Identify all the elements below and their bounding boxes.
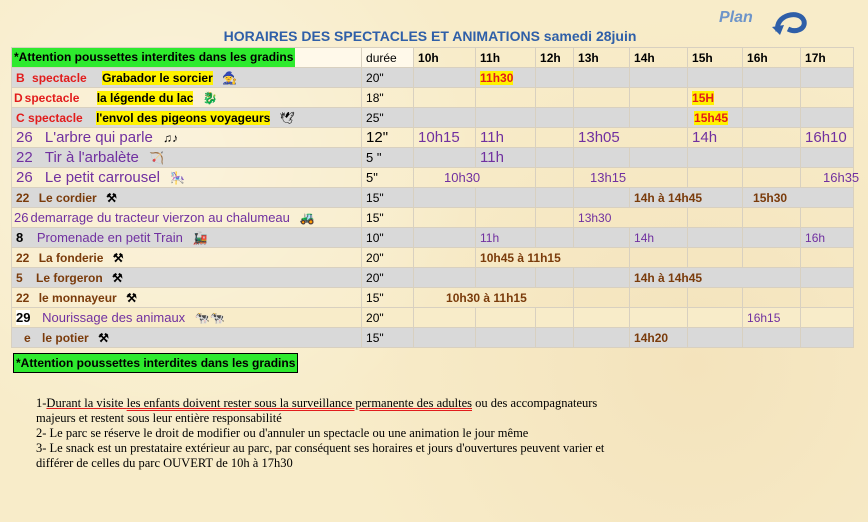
train-icon: 🚂 <box>192 231 208 245</box>
show-name: Nourissage des animaux <box>42 310 186 325</box>
location-number: 22 <box>16 190 30 205</box>
show-name: Grabador le sorcier <box>102 70 213 85</box>
show-time: 10h30 à 11h15 <box>414 288 574 308</box>
duration: 25" <box>362 108 414 128</box>
note-1 <box>36 396 796 426</box>
show-time: 14h20 <box>630 328 688 348</box>
location-number: 26 <box>14 210 29 225</box>
show-name: le potier <box>42 330 89 345</box>
location-number: 8 <box>16 230 24 245</box>
table-row <box>12 268 854 288</box>
note-text: ou des accompagnateurs <box>472 396 598 410</box>
row-type: spectacle <box>24 90 80 105</box>
crossbow-icon: 🏹 <box>149 151 164 165</box>
show-name: Le forgeron <box>36 270 103 285</box>
show-time: 11h <box>476 128 536 148</box>
location-number: 26 <box>16 129 33 146</box>
dragon-icon: 🐉 <box>202 90 218 105</box>
table-row <box>12 168 854 188</box>
worker-icon: ⚒ <box>112 270 123 285</box>
show-time: 16h15 <box>743 308 801 328</box>
table-row <box>12 228 854 248</box>
show-time: 14h <box>630 228 688 248</box>
worker-icon: ⚒ <box>106 190 117 205</box>
show-time: 10h45 à 11h15 <box>476 248 630 268</box>
show-time: 15h45 <box>694 110 729 125</box>
show-time: 11h <box>476 228 536 248</box>
stroller-warning-footer: *Attention poussettes interdites dans les gradins <box>13 353 298 373</box>
row-type: spectacle <box>32 70 87 85</box>
music-icon: ♫♪ <box>162 131 178 145</box>
show-time: 11h <box>476 148 536 168</box>
show-time: 16h <box>801 228 854 248</box>
bird-icon: 🕊 <box>279 110 295 125</box>
duration: 5" <box>362 168 414 188</box>
table-row <box>12 68 854 88</box>
plan-link[interactable]: Plan <box>719 9 753 26</box>
table-row <box>12 248 854 268</box>
animals-icon: 🐄🐄 <box>194 311 225 325</box>
location-number: 22 <box>16 250 30 265</box>
show-time: 14h <box>688 128 743 148</box>
duration: 18" <box>362 88 414 108</box>
location-number: 26 <box>16 169 33 186</box>
table-row <box>12 148 854 168</box>
location-number: e <box>24 330 31 345</box>
worker-icon: ⚒ <box>126 290 137 305</box>
location-number: 29 <box>16 310 31 325</box>
duration: 15" <box>362 328 414 348</box>
show-time: 15h30 <box>743 188 854 208</box>
show-time: 10h30 <box>414 168 536 188</box>
show-name: Le petit carrousel <box>44 169 160 186</box>
show-time: 14h à 14h45 <box>630 188 743 208</box>
table-row <box>12 188 854 208</box>
worker-icon: ⚒ <box>112 250 124 265</box>
show-name: Le cordier <box>38 190 97 205</box>
duration: 12" <box>362 128 414 148</box>
show-time: 13h05 <box>574 128 688 148</box>
show-name: Promenade en petit Train <box>36 230 183 245</box>
row-letter: C <box>16 110 25 125</box>
hour-header: 14h <box>630 48 688 68</box>
show-time: 11h30 <box>480 70 514 85</box>
show-time: 15H <box>692 90 715 105</box>
note-text: Durant la visite <box>46 396 127 410</box>
hour-header: 11h <box>476 48 536 68</box>
table-row <box>12 88 854 108</box>
table-row <box>12 108 854 128</box>
duration: 5 " <box>362 148 414 168</box>
show-name: la légende du lac <box>96 90 194 105</box>
page-title: HORAIRES DES SPECTACLES ET ANIMATIONS samedi 28juin <box>223 28 637 44</box>
location-number: 22 <box>16 290 30 305</box>
u-turn-arrow-icon[interactable] <box>770 5 810 39</box>
note-text: différer de celles du parc OUVERT de 10h à 17h30 <box>36 456 293 470</box>
duration: 20" <box>362 248 414 268</box>
schedule-table <box>11 47 860 348</box>
stroller-warning: *Attention poussettes interdites dans les gradins <box>12 48 295 67</box>
note-2: 2- Le parc se réserve le droit de modifier ou d'annuler un spectacle ou une animation le jour même <box>36 426 529 440</box>
table-header-row <box>12 48 854 68</box>
carousel-icon: 🎠 <box>170 171 186 185</box>
hour-header: 16h <box>743 48 801 68</box>
show-name: demarrage du tracteur vierzon au chalumeau <box>30 210 290 225</box>
note-text: 3- Le snack est un prestataire extérieur au parc, par conséquent ses horaires et jours d'ouvertures peuvent varier et <box>36 441 605 455</box>
worker-icon: ⚒ <box>98 330 109 345</box>
hour-header: 12h <box>536 48 574 68</box>
duration: 15" <box>362 208 414 228</box>
show-name: La fonderie <box>38 250 104 265</box>
note-text: les enfants doivent rester sous la surveillance permanente des adultes <box>126 396 472 410</box>
hour-header: 15h <box>688 48 743 68</box>
show-time: 13h15 <box>574 168 688 188</box>
show-name: l'envol des pigeons voyageurs <box>96 110 271 125</box>
show-time: 10h15 <box>414 128 476 148</box>
duration: 15" <box>362 188 414 208</box>
table-row <box>12 288 854 308</box>
duration: 15" <box>362 288 414 308</box>
show-time: 16h35 <box>801 168 854 188</box>
show-time: 14h à 14h45 <box>630 268 801 288</box>
hour-header: 17h <box>801 48 854 68</box>
table-row <box>12 208 854 228</box>
show-name: le monnayeur <box>38 290 117 305</box>
note-number: 1- <box>36 396 47 410</box>
row-letter: D <box>14 90 23 105</box>
location-number: 22 <box>16 149 33 166</box>
show-name: L'arbre qui parle <box>44 129 153 146</box>
location-number: 5 <box>16 270 23 285</box>
duration: 20" <box>362 68 414 88</box>
witch-icon: 🧙 <box>222 70 238 85</box>
show-name: Tir à l'arbalète <box>44 149 139 166</box>
row-type: spectacle <box>28 110 83 125</box>
duration: 20" <box>362 268 414 288</box>
duree-header: durée <box>362 48 414 68</box>
hour-header: 10h <box>414 48 476 68</box>
duration: 10" <box>362 228 414 248</box>
hour-header: 13h <box>574 48 630 68</box>
show-time: 16h10 <box>801 128 854 148</box>
table-row <box>12 308 854 328</box>
note-text: majeurs et restent sous leur entière responsabilité <box>36 411 282 425</box>
show-time: 13h30 <box>574 208 688 228</box>
duration: 20" <box>362 308 414 328</box>
note-3 <box>36 441 796 471</box>
table-row <box>12 328 854 348</box>
table-row <box>12 128 854 148</box>
row-letter: B <box>16 70 25 85</box>
notes <box>36 396 796 471</box>
tractor-icon: 🚜 <box>299 211 315 225</box>
